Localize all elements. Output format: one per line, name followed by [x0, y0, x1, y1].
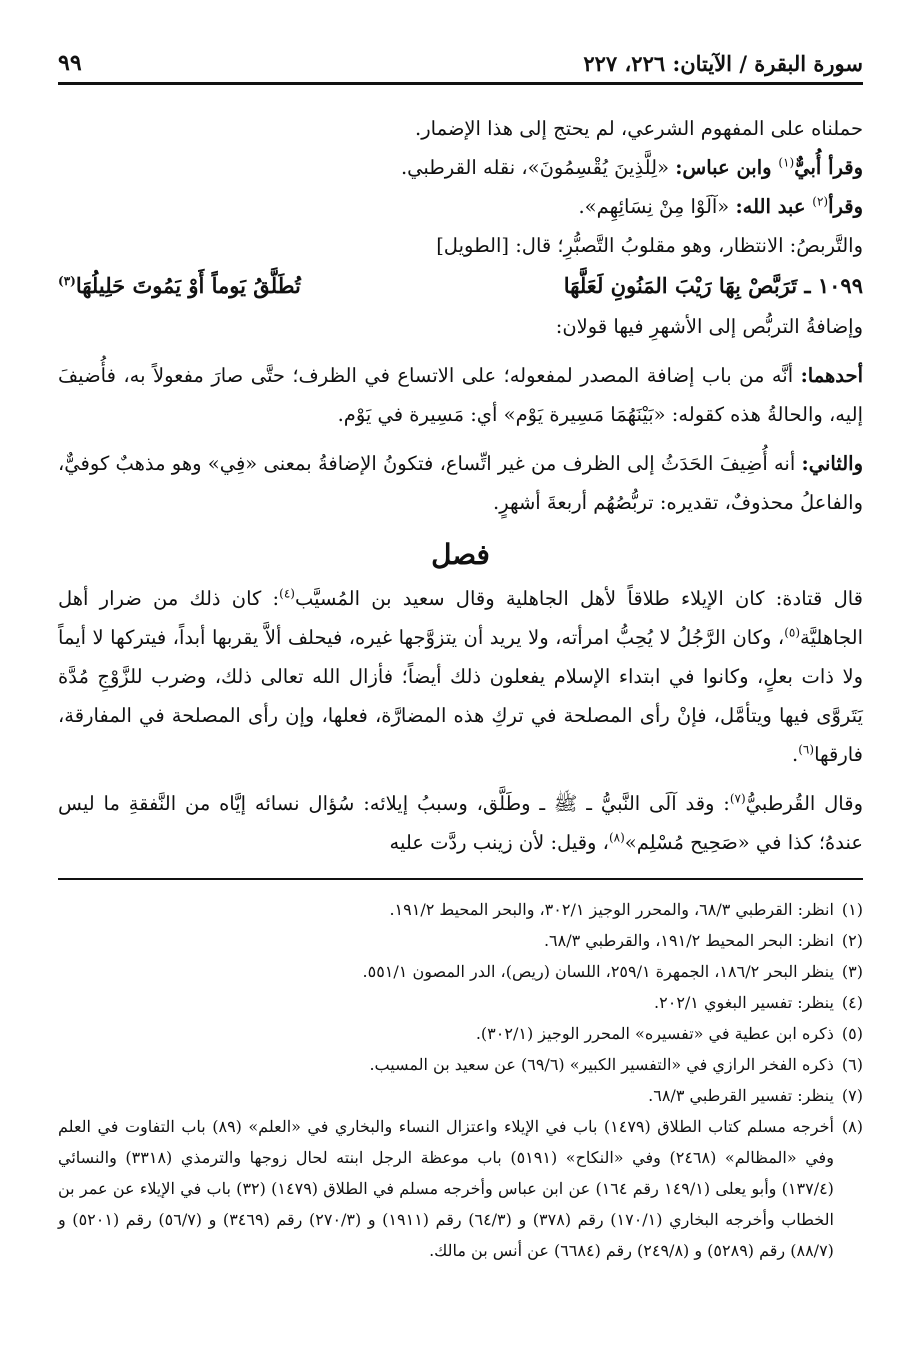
footnote-number: (١): [841, 900, 863, 919]
paragraph: [58, 148, 863, 187]
paragraph-lead: أحدهما:: [800, 364, 863, 387]
footnote-number: (٦): [841, 1055, 863, 1074]
footnote-ref[interactable]: (٨): [608, 830, 625, 845]
footnote-ref[interactable]: (١): [778, 155, 795, 170]
footnote: [58, 987, 863, 1018]
paragraph-text: .: [792, 743, 799, 766]
paragraph-text: قال قتادة: كان الإيلاء طلاقاً لأهل الجاهلية وقال سعيد بن المُسيَّب: [294, 587, 863, 610]
paragraph: حملناه على المفهوم الشرعي، لم يحتج إلى هذا الإضمار.: [415, 117, 863, 140]
footnote: [58, 956, 863, 987]
page-number: ٩٩: [58, 50, 82, 76]
paragraph: [58, 356, 863, 434]
footnote-number: (٥): [841, 1024, 863, 1043]
paragraph-lead: وقرأ: [828, 195, 863, 218]
paragraph-text: : كان ذلك من ضرار أهل الجاهليَّة: [58, 587, 863, 649]
paragraph-text: «لِلَّذِينَ يُقْسِمُونَ»، نقله القرطبي.: [400, 156, 676, 179]
paragraph-text: أنه أُضِيفَ الحَدَثُ إلى الظرف من غير اتِّساع، فتكونُ الإضافةُ بمعنى «فِي» وهو مذهبٌ كوفيٌّ، والفاعلُ محذوفٌ، تقديره: تربُّصُهُم أربعةَ أشهرٍ.: [58, 452, 863, 514]
footnote-text: أخرجه مسلم كتاب الطلاق (١٤٧٩) باب في الإيلاء واعتزال النساء والبخاري في «العلم» (٨٩) باب التفاوت في العلم وفي «المظالم» (٢٤٦٨) وفي «النكاح» (٥١٩١) باب موعظة الرجل ابنته لحال زوجها والترمذي (٣٣١٨) والنسائي (١٣٧/٤) وأبو يعلى (١٤٩/١ رقم ١٦٤) عن ابن عباس وأخرجه مسلم في الطلاق (١٤٧٩) (٣٢) باب في الإيلاء عن عمر بن الخطاب وأخرجه البخاري (١٧٠/١) رقم (٣٧٨) و (٦٤/٣) رقم (١٩١١) و (٢٧٠/٣) رقم (٣٤٦٩) و (٥٦/٧) رقم (٥٢٠١) و (٨٨/٧) رقم (٥٢٨٩) و (٢٤٩/٨) رقم (٦٦٨٤) عن أنس بن مالك.: [58, 1117, 834, 1260]
paragraph-text: «آلَوْا مِنْ نِسَائِهِم».: [578, 195, 736, 218]
footnote-ref[interactable]: (٤): [279, 586, 295, 601]
paragraph-text: ، وكان الرَّجُلُ لا يُحِبُّ امرأته، ولا يريد أن يتزوَّجها غيره، فيحلف ألاَّ يقربها أبداً، فيتركها لا أيماً ولا ذات بعلٍ، وكانوا في ابتداء الإسلام يفعلون ذلك أيضاً؛ فأزال الله تعالى ذلك، وضرب للزَّوْجِ مُدَّة يَتَروَّى فيها ويتأمَّل، فإنْ رأى المصلحة في تركِ هذه المضارَّة، فعلها، وإن رأى المصلحة في المفارقة، فارقها: [58, 626, 863, 766]
footnote-ref[interactable]: (٥): [784, 625, 801, 640]
paragraph: وإضافةُ التربُّص إلى الأشهرِ فيها قولان:: [555, 315, 863, 338]
paragraph-text: أنَّه من باب إضافة المصدر لمفعوله؛ على الاتساع في الظرف؛ حتَّى صارَ مفعولاً به، فأُضيفَ إليه، والحالةُ هذه كقوله: «بَيْنَهُمَا مَسِيرة يَوْم» أي: مَسِيرة في يَوْم.: [58, 364, 863, 426]
footnote-number: (٤): [841, 993, 863, 1012]
footnote-text: ينظر البحر ١٨٦/٢، الجمهرة ٢٥٩/١، اللسان (ريص)، الدر المصون ٥٥١/١.: [362, 962, 834, 981]
footnote: [58, 1018, 863, 1049]
footnote-number: (٨): [841, 1117, 863, 1136]
verse-first-hemistich: ١٠٩٩ ـ تَرَبَّصْ بِهَا رَيْبَ المَنُونِ لَعَلَّهَا: [563, 273, 863, 298]
verse-second-hemistich: [58, 265, 301, 307]
footnote-text: ينظر: تفسير البغوي ٢٠٢/١.: [654, 993, 834, 1012]
footnote-text: ذكره الفخر الرازي في «التفسير الكبير» (٦٩/٦) عن سعيد بن المسيب.: [369, 1055, 834, 1074]
paragraph-lead: عبد الله:: [735, 195, 813, 218]
footnote: [58, 1111, 863, 1266]
footnote-text: ينظر: تفسير القرطبي ٦٨/٣.: [648, 1086, 834, 1105]
footnote-text: ذكره ابن عطية في «تفسيره» المحرر الوجيز (٣٠٢/١).: [475, 1024, 834, 1043]
paragraph-lead: وابن عباس:: [675, 156, 779, 179]
paragraph-text: : وقد آلَى النَّبيُّ ـ ﷺ ـ وطَلَّق، وسببُ إيلائه: سُؤال نسائه إيَّاه من النَّفقةِ ما ليس عندهُ؛ كذا في «صَحِيح مُسْلِم»: [58, 792, 863, 854]
footnote-ref[interactable]: (٦): [798, 742, 815, 757]
footnote: [58, 1049, 863, 1080]
paragraph: [58, 187, 863, 226]
running-header: [58, 40, 863, 85]
footnote: [58, 1080, 863, 1111]
footnote-text: انظر: القرطبي ٦٨/٣، والمحرر الوجيز ٣٠٢/١، والبحر المحيط ١٩١/٢.: [389, 900, 834, 919]
paragraph: [58, 444, 863, 522]
paragraph: [58, 579, 863, 774]
footnotes: [58, 894, 863, 1266]
footnote-text: انظر: البحر المحيط ١٩١/٢، والقرطبي ٦٨/٣.: [543, 931, 834, 950]
paragraph: [58, 784, 863, 862]
footnote-number: (٢): [841, 931, 863, 950]
section-heading: فصل: [431, 538, 490, 571]
footnote-number: (٧): [841, 1086, 863, 1105]
poetry-verse: [58, 265, 863, 307]
footnote: [58, 925, 863, 956]
paragraph-lead: وقرأ أُبيٌّ: [794, 156, 863, 179]
verse-second-text: تُطَلَّقُ يَوماً أَوْ يَمُوتَ حَلِيلُهَا: [75, 273, 301, 298]
footnote-number: (٣): [841, 962, 863, 981]
paragraph: والتَّربصُ: الانتظار، وهو مقلوبُ التَّصبُّرِ؛ قال: [الطويل]: [436, 234, 863, 257]
footnote-divider: [58, 878, 863, 880]
paragraph-lead: والثاني:: [801, 452, 863, 475]
footnote-ref[interactable]: (٧): [729, 791, 746, 806]
footnote-ref[interactable]: (٢): [812, 194, 829, 209]
surah-title: سورة البقرة / الآيتان: ٢٢٦، ٢٢٧: [583, 51, 863, 76]
paragraph-text: ، وقيل: لأن زينب ردَّت عليه: [389, 831, 609, 854]
footnote-ref[interactable]: (٣): [58, 274, 76, 288]
paragraph-text: وقال القُرطبيُّ: [745, 792, 863, 815]
main-text: [58, 109, 863, 862]
footnote: [58, 894, 863, 925]
